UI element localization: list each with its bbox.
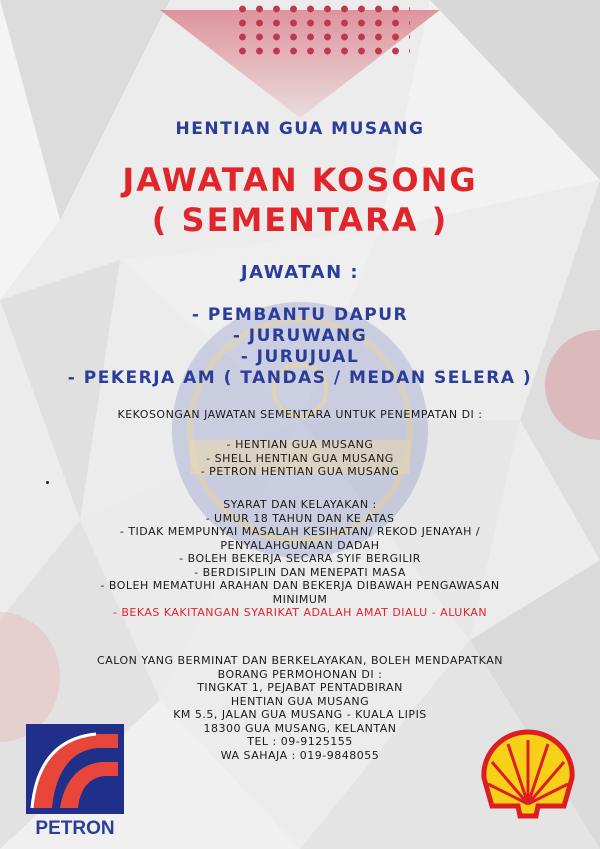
requirement-item: - BOLEH BEKERJA SECARA SYIF BERGILIR <box>179 552 421 565</box>
requirement-highlight: - BEKAS KAKITANGAN SYARIKAT ADALAH AMAT DIALU - ALUKAN <box>112 606 488 619</box>
placement-item: - HENTIAN GUA MUSANG <box>226 438 374 451</box>
application-line: KM 5.5, JALAN GUA MUSANG - KUALA LIPIS <box>173 708 427 721</box>
decorative-dots <box>230 0 410 58</box>
positions-heading: JAWATAN : <box>240 262 360 283</box>
requirement-item: PENYALAHGUNAAN DADAH <box>220 538 380 552</box>
requirement-item: - BERDISIPLIN DAN MENEPATI MASA <box>194 565 406 579</box>
requirement-item: - BOLEH MEMATUHI ARAHAN DAN BEKERJA DIBAWAH PENGAWASAN <box>100 579 500 592</box>
application-line: HENTIAN GUA MUSANG <box>230 694 370 708</box>
placement-list <box>0 438 600 479</box>
position-item: - PEKERJA AM ( TANDAS / MEDAN SELERA ) <box>67 368 533 388</box>
placement-item: - SHELL HENTIAN GUA MUSANG <box>206 451 394 465</box>
requirement-item: - UMUR 18 TAHUN DAN KE ATAS <box>205 511 395 525</box>
application-line: TINGKAT 1, PEJABAT PENTADBIRAN <box>197 681 403 694</box>
requirements-list <box>0 498 600 620</box>
position-item: - JURUJUAL <box>240 347 360 367</box>
position-item: - PEMBANTU DAPUR <box>191 305 409 325</box>
stray-dot <box>46 481 49 484</box>
application-line: BORANG PERMOHONAN DI : <box>217 667 383 681</box>
application-line: 18300 GUA MUSANG, KELANTAN <box>203 721 397 735</box>
application-line: WA SAHAJA : 019-9848055 <box>220 748 380 762</box>
title-line-2: ( SEMENTARA ) <box>151 201 449 239</box>
placement-item: - PETRON HENTIAN GUA MUSANG <box>200 465 400 478</box>
application-line: CALON YANG BERMINAT DAN BERKELAYAKAN, BOLEH MENDAPATKAN <box>97 654 503 667</box>
positions-list <box>0 305 600 389</box>
poster-title <box>0 160 600 240</box>
requirements-heading: SYARAT DAN KELAYAKAN : <box>223 498 377 511</box>
petron-logo <box>26 724 124 840</box>
application-line: TEL : 09-9125155 <box>247 735 353 748</box>
petron-logo-icon <box>26 724 124 814</box>
title-line-1: JAWATAN KOSONG <box>122 161 478 199</box>
requirement-item: MINIMUM <box>272 592 328 606</box>
requirement-item: - TIDAK MEMPUNYAI MASALAH KESIHATAN/ REKOD JENAYAH / <box>119 525 481 538</box>
shell-logo-icon <box>478 728 578 820</box>
petron-logo-label: PETRON <box>35 818 115 839</box>
position-item: - JURUWANG <box>232 326 368 346</box>
station-name: HENTIAN GUA MUSANG <box>175 119 425 139</box>
placement-intro: KEKOSONGAN JAWATAN SEMENTARA UNTUK PENEMPATAN DI : <box>117 408 483 421</box>
